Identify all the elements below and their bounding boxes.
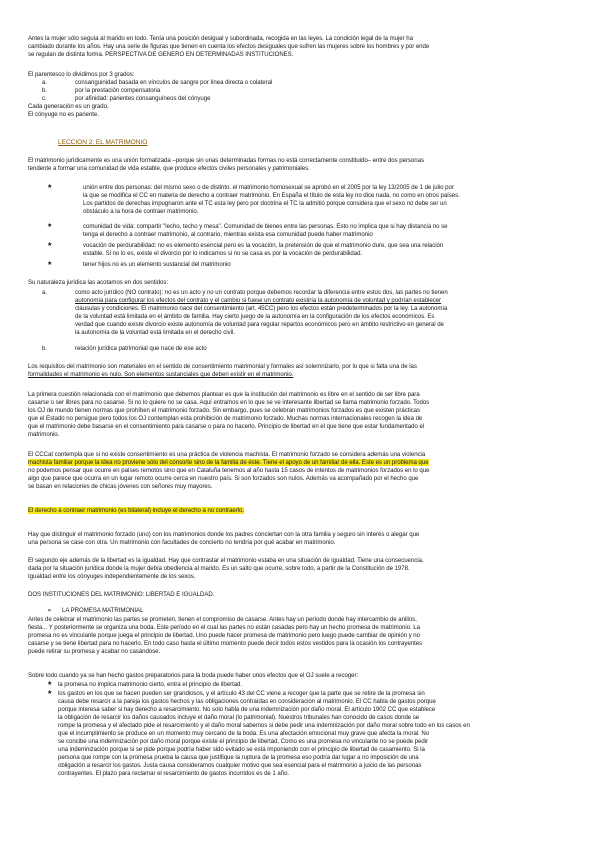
promesa-title: LA PROMESA MATRIMONIAL	[62, 607, 144, 614]
star-bullet-icon: ★	[47, 242, 53, 248]
paragraph-line: Sobre todo cuando ya se han hecho gastos preparatorios para la boda puede haber unos efectos que el OJ suele a recoger:	[28, 672, 359, 679]
paragraph-line: Hay que distinguir el matrimonio forzado (uno) con los matrimonios donde los padres conciertan con la otra familia y seguro sin interés o alegar que	[28, 531, 420, 538]
paragraph-line: La primera cuestión relacionada con el matrimonio que debemos plantear es que la institución del matrimonio es libre en el sentido de ser libre para	[28, 391, 420, 398]
bullet-line: persona que rompe con la promesa prueba la causa que justifique la ruptura de la promesa eso podría dar lugar a no imposición de una	[58, 754, 419, 761]
bullet-line: estable. Si no lo es, existe el divorcio por lo indicamos si no se casa es por la vocación de perdurabilidad.	[83, 250, 363, 257]
paragraph-line: puede retirar su promesa y acabar no casándose.	[28, 648, 161, 655]
lesson-heading: LECCIÓN 2: EL MATRIMONIO	[58, 139, 148, 146]
paragraph-line: fiesta... Y posteriormente se organiza una boda. Este período en el cual las partes no están casadas pero hay un hecho promesa de matrimonio. La	[28, 624, 420, 631]
paragraph-line: no podemos pensar que ocurre en países remotos sino que en Cataluña tenemos al año hasta 15 casos de intentos de matrimonios forzados en lo que	[28, 467, 430, 474]
bullet-line: tenga el derecho a contraer matrimonio, al contrario, mientras exista esa comunidad puede haber matrimonio	[83, 231, 373, 238]
bullet-line: se concibe una indemnización por daño moral porque existe el principio de libertad. Como es una promesa no vinculante no se puede pedir	[58, 738, 428, 745]
paragraph-line: Cada generación es un grado.	[28, 103, 109, 110]
paragraph-line: El matrimonio jurídicamente es una unión formalizada –porque sin unas determinadas formas no está correctamente constituido– entre dos personas	[28, 157, 424, 164]
paragraph-line: Su naturaleza jurídica las acotamos en dos sentidos:	[28, 279, 169, 286]
bullet-line: rompe la promesa y el afectado pide el resarcimiento y el daño moral sabemos si debe pedir una indemnización por daño moral sobre todo en los casos en	[58, 722, 470, 729]
paragraph-line: Los requisitos del matrimonio son materiales en el sentido de consentimiento matrimonial y formales así solemnizarlo, por lo que si falta una de las	[28, 363, 417, 370]
list-item: por afinidad: parientes consanguíneos del cónyuge	[75, 95, 211, 102]
bullet-line: la obligación de resarcir los daños causados incluye el daño moral (lo patrimonial). Nuestros tribunales han conocido de casos donde se	[58, 714, 420, 721]
paragraph-line: El derecho a contraer matrimonio (es bilateral) incluye el derecho a no contraerlo.	[28, 507, 245, 514]
bullet-line: que el incumplimiento se produce en un momento muy cercano de la boda. Es una afectación emocional muy grave que afecta la moral. No	[58, 730, 430, 737]
star-bullet-icon: ★	[47, 690, 53, 696]
bullet-line: Los partidos de derechas impugnaron ante el TC esta ley pero por doctrina el TC la admitió porque considera que el sexo no debe ser un	[83, 200, 447, 207]
paragraph-line: dada por la situación jurídica donde la mujer debía obediencia al marido. Es un salto que ocurre, sobre todo, a partir de la Constitución de 1978.	[28, 565, 410, 572]
bullet-line: vocación de perdurabilidad: no es elemento esencial pero es la vocación, la pretensión de que el matrimonio dure, que sea una relación	[83, 242, 444, 249]
paragraph-line: Antes la mujer sólo seguía al marido en todo. Tenía una posición desigual y subordinada, recogida en las leyes. La condición legal de la mujer ha	[28, 35, 413, 42]
list-item: cláusulas y condiciones. El matrimonio nace del consentimiento (art. 45CC) pero los efectos están predeterminados por la ley. La autonomía	[75, 305, 448, 312]
paragraph-line: que el Estado no persigue pero todos los OJ contemplan esta prohibición de matrimonio forzado. Muchas normas internacionales recogen la idea de	[28, 415, 423, 422]
star-bullet-icon: ★	[47, 261, 53, 267]
paragraph-line: que el matrimonio debe basarse en el consentimiento para casarse o para no hacerlo. Principio de libertad en el que tiene que estar fundamentado el	[28, 423, 425, 430]
bullet-line: la que se modifica el CC en materia de derecho a contraer matrimonio. En España el título de esta ley no dice nada, no como en otros países.	[83, 192, 460, 199]
list-marker: b.	[42, 87, 47, 94]
bullet-line: los gastos en los que se hacen pueden ser grandiosos, y el artículo 43 del CC viene a recoger que la parte que se retire de la promesa sin	[58, 690, 425, 697]
bullet-line: comunidad de vida: compartir "lecho, techo y mesa". Comunidad de bienes entre las personas. Esto no implica que si hay distancia no se	[83, 223, 448, 230]
paragraph-line: El segundo eje además de la libertad es la igualdad. Hay que contrastar el matrimonio estaba en una situación de igualdad. Tiene una consecuencia,	[28, 557, 424, 564]
list-marker: b.	[42, 345, 47, 352]
paragraph-line: formalidades el matrimonio es nulo. Son elementos sustanciales que deben existir en el matrimonio.	[28, 371, 294, 378]
bullet-line: porque interesa saber si hay derecho a resarcimiento. No solo habla de una indemnización por daño moral. El artículo 1902 CC que establece	[58, 706, 436, 713]
list-item: autonomía para configurar los efectos del contrato y el cambio si fuese un contrato existiría la autonomía de voluntad y podrían establecer	[75, 297, 442, 304]
list-marker: c.	[42, 95, 47, 102]
paragraph-line: algo que parece que ocurra en un lugar remoto ocurre cerca en nuestro país. Si son forzados son nulos. Además va acompañado por el hecho que	[28, 475, 419, 482]
star-bullet-icon: ★	[47, 223, 53, 229]
arrow-bullet-icon: ➢	[47, 607, 53, 614]
list-item: consanguinidad basada en vínculos de sangre por línea directa o colateral	[75, 79, 273, 86]
star-bullet-icon: ★	[47, 184, 53, 190]
section-title: DOS INSTITUCIONES DEL MATRIMONIO: LIBERTAD E IGUALDAD.	[28, 591, 215, 598]
grados-intro: El parentesco lo dividimos por 3 grados:	[28, 71, 135, 78]
paragraph-line: matrimonio.	[28, 431, 60, 438]
paragraph-line: una persona se case con otra. Un matrimonio con facultades de concierto no tendría por qué acabar en matrimonio.	[28, 539, 336, 546]
paragraph-line: tendente a formar una comunidad de vida estable, que produce efectos civiles personales y patrimoniales.	[28, 165, 310, 172]
paragraph-line: Antes de celebrar el matrimonio las partes se prometen, tienen el compromiso de casarse. Antes hay un período donde hay intercambio de anillos,	[28, 616, 417, 623]
paragraph-line: cambiado durante los años. Hay una serie de figuras que tienen en cuenta los efectos desiguales que sufren las mujeres sobre los hombres y por ende	[28, 43, 430, 50]
paragraph-line: casarse o ser libres para no casarse. Si no lo quiere no se casa. Aquí entramos en lo que se ve interesante libertad se llama matrimonio forzado. Todos	[28, 399, 430, 406]
paragraph-line: se regulan de distinta forma. PERSPECTIVA DE GÉNERO EN DETERMINADAS INSTITUCIONES.	[28, 51, 294, 58]
bullet-line: la promesa no implica matrimonio cierto, entra el principio de libertad.	[58, 681, 243, 688]
list-marker: a.	[42, 79, 47, 86]
paragraph-line: se basan en relaciones de chicas jóvenes con señores muy mayores.	[28, 483, 213, 490]
bullet-line: tener hijos no es un elemento sustancial del matrimonio	[83, 261, 231, 268]
paragraph-line: los OJ de mundo tienen normas que prohíben el matrimonio forzado. Sin embargo, pues se celebran matrimonios forzados es que existen prácticas	[28, 407, 420, 414]
paragraph-line: Igualdad entre los cónyuges independientemente de los sexos.	[28, 573, 196, 580]
bullet-line: unión entre dos personas: del mismo sexo o de distinto. el matrimonio homosexual se aprobó en el 2005 por la ley 13/2005 de 1 de julio por	[83, 184, 454, 191]
paragraph-line: El cónyuge no es pariente.	[28, 111, 99, 118]
list-item: de la voluntad está limitada en el ámbito de familia. Hay cierto juego de la autonomía en la configuración de los efectos económicos. Es	[75, 313, 435, 320]
list-marker: a.	[42, 289, 47, 296]
paragraph-line: El CCCat contempla que si no existe consentimiento es una práctica de violencia machista. El matrimonio forzado se considera además una violencia	[28, 451, 426, 458]
paragraph-line: machista familiar porque la idea no proviene sólo del consorte sino de la familia de éste. Tiene el apoyo de un familiar de ella. Este es un problema que	[28, 459, 429, 466]
bullet-line: causa debe resarcir a la pareja los gastos hechos y las obligaciones contraídas en consideración al matrimonio. El CC habla de gastos porque	[58, 698, 436, 705]
list-item: verdad que cuando existe divorcio existe autonomía de voluntad para regular repartos económicos pero en ámbito restrictivo en general de	[75, 321, 444, 328]
list-item: relación jurídica patrimonial que nace de ese acto	[75, 345, 207, 352]
bullet-line: contrayentes. El plazo para reclamar el resarcimiento de gastos incurridos es de 1 año.	[58, 770, 290, 777]
list-item: como acto jurídico (NO contrato): no es un acto y no un contrato porque debemos recordar la diferencia entre estos dos, las partes no tienen	[75, 289, 448, 296]
star-bullet-icon: ★	[47, 681, 53, 687]
bullet-line: una indemnización porque si se pide porque podría haber sido evitado se está imponiendo con el principio de libertad de casamiento. Si la	[58, 746, 425, 753]
paragraph-line: promesa no es vinculante porque juega el principio de libertad. Uno puede hacer promesa de matrimonio pero luego puede cambiar de opinión y no	[28, 632, 420, 639]
list-item: la autonomía de la voluntad está limitada en el derecho civil.	[75, 329, 235, 336]
paragraph-line: casarse y se tiene libertad para no hacerlo. En todo caso hasta el último momento puede decir todos estos vestidos para la ocasión los contrayentes	[28, 640, 423, 647]
bullet-line: obligación a resarcir los gastos. Justa causa consideramos cualquier motivo que sea esencial para el matrimonio a juicio de las personas	[58, 762, 422, 769]
bullet-line: obstáculo a la hora de contraer matrimonio.	[83, 208, 199, 215]
list-item: por la prestación compensatoria	[75, 87, 161, 94]
